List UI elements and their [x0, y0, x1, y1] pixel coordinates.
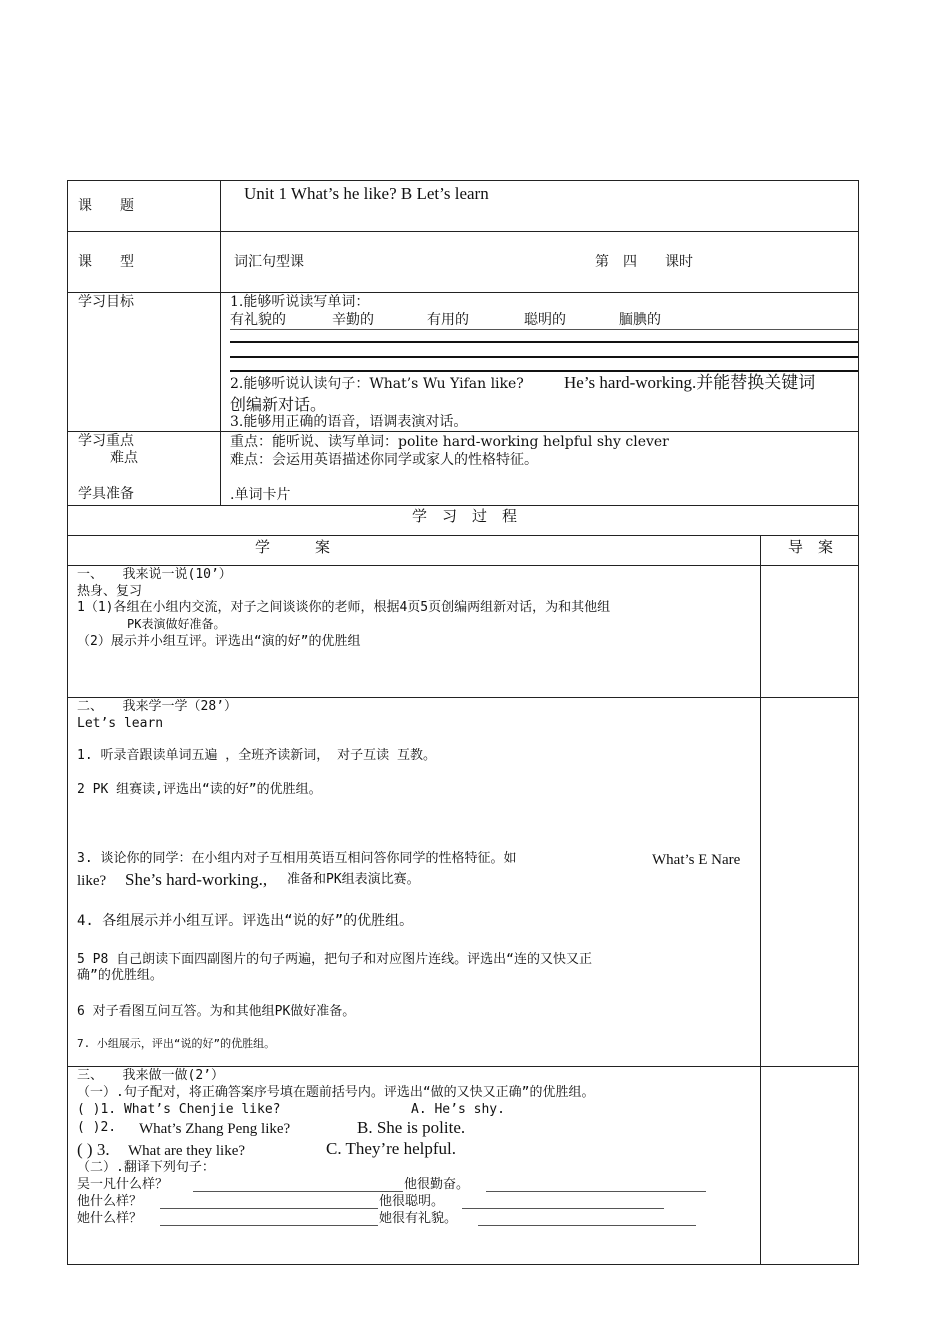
row-divider	[67, 697, 859, 698]
section-2-step: 2 PK 组赛读,评选出“读的好”的优胜组。	[77, 782, 322, 797]
section-2-step: 6 对子看图互问互答。为和其他组PK做好准备。	[77, 1004, 356, 1019]
section-2-step: What’s E Nare	[652, 852, 741, 868]
row-divider	[67, 1066, 859, 1067]
section-2-step: 5 P8 自己朗读下面四副图片的句子两遍，把句子和对应图片连线。评选出“连的又快又正	[77, 952, 592, 967]
exercise-question: What’s Zhang Peng like?	[139, 1121, 291, 1137]
goal-1: 1.能够听说读写单词：	[230, 294, 370, 310]
label-column-divider	[220, 180, 221, 505]
type-value: 词汇句型课	[234, 254, 304, 270]
vocab-word: 辛勤的	[332, 312, 374, 328]
section-2-step: like?	[77, 873, 107, 889]
exercise-instruction: （一）.句子配对，将正确答案序号填在题前括号内。评选出“做的又快又正确”的优胜组。	[77, 1085, 595, 1100]
vocab-word: 腼腆的	[619, 312, 661, 328]
exercise-instruction: （二）.翻译下列句子：	[77, 1160, 215, 1175]
translation-prompt: 他什么样？	[77, 1194, 143, 1209]
goal-2-a: 2.能够听说认读句子：What’s Wu Yifan like?	[230, 376, 524, 392]
section-2-step: She’s hard-working.,	[125, 870, 268, 889]
answer-blank	[160, 1208, 378, 1209]
writing-line	[230, 370, 858, 372]
section-3-title: 三、 我来做一做(2’）	[77, 1068, 224, 1083]
row-divider	[67, 565, 859, 566]
difficulty-value: 难点：会运用英语描述你同学或家人的性格特征。	[230, 452, 538, 468]
difficulty-label: 难点	[110, 450, 138, 466]
process-title: 学 习 过 程	[412, 507, 518, 525]
exercise-answer: B. She is polite.	[357, 1118, 466, 1137]
exercise-question: What are they like?	[128, 1143, 246, 1159]
section-2-step: 准备和PK组表演比赛。	[287, 872, 420, 887]
row-divider	[67, 535, 859, 536]
exercise-answer: A. He’s shy.	[411, 1102, 505, 1117]
section-2-subtitle: Let’s learn	[77, 716, 164, 731]
guide-column-divider	[760, 535, 761, 1265]
exercise-question: ( ) 3.	[77, 1140, 110, 1159]
focus-label: 学习重点	[78, 433, 134, 449]
answer-blank	[486, 1191, 706, 1192]
goal-2-b: He’s hard-working.并能替换关键词	[564, 373, 816, 392]
writing-line	[230, 329, 858, 330]
row-divider	[67, 231, 859, 232]
exercise-answer: C. They’re helpful.	[326, 1139, 456, 1158]
tools-label: 学具准备	[78, 486, 134, 502]
section-1-text: 1（1)各组在小组内交流，对子之间谈谈你的老师，根据4页5页创编两组新对话，为和其他组	[77, 600, 611, 615]
section-2-step: 7. 小组展示，评出“说的好”的优胜组。	[77, 1037, 276, 1050]
section-2-step: 4. 各组展示并小组互评。评选出“说的好”的优胜组。	[77, 913, 414, 929]
answer-blank	[478, 1225, 696, 1226]
section-2-step: 3. 谈论你的同学：在小组内对子互相用英语互相问答你同学的性格特征。如	[77, 851, 517, 866]
section-1-text: （2）展示并小组互评。评选出“演的好”的优胜组	[77, 634, 361, 649]
section-2-step: 确”的优胜组。	[77, 968, 163, 983]
exercise-question: ( )2.	[77, 1120, 117, 1135]
vocab-word: 有用的	[427, 312, 469, 328]
row-divider	[67, 292, 859, 293]
exercise-question: ( )1. What’s Chenjie like?	[77, 1102, 281, 1117]
writing-line	[230, 341, 858, 343]
section-1-text: PK表演做好准备。	[127, 617, 226, 631]
translation-prompt: 她什么样？	[77, 1211, 143, 1226]
vocab-word: 聪明的	[524, 312, 566, 328]
topic-value: Unit 1 What’s he like? B Let’s learn	[244, 184, 489, 203]
focus-value: 重点：能听说、读写单词：polite hard-working helpful shy clever	[230, 434, 669, 450]
period-label: 第 四 课时	[595, 254, 693, 270]
vocab-word: 有礼貌的	[230, 312, 286, 328]
answer-blank	[193, 1191, 403, 1192]
section-2-title: 二、 我来学一学（28’）	[77, 699, 237, 714]
translation-prompt: 他很勤奋。	[404, 1177, 470, 1192]
topic-label: 课 题	[78, 198, 134, 214]
guide-column-header: 导 案	[788, 538, 834, 556]
section-1-title: 一、 我来说一说(10’）	[77, 567, 232, 582]
section-2-step: 1. 听录音跟读单词五遍 ，全班齐读新词， 对子互读 互教。	[77, 748, 436, 763]
answer-blank	[160, 1225, 378, 1226]
tools-value: .单词卡片	[230, 487, 291, 503]
writing-line	[230, 356, 858, 358]
study-column-header: 学 案	[255, 538, 331, 556]
translation-prompt: 她很有礼貌。	[379, 1211, 458, 1226]
row-divider	[67, 505, 859, 506]
type-label: 课 型	[78, 254, 134, 270]
section-1-text: 热身、复习	[77, 584, 143, 599]
goal-2-c: 创编新对话。	[230, 395, 327, 414]
row-divider	[67, 431, 859, 432]
answer-blank	[462, 1208, 664, 1209]
goals-label: 学习目标	[78, 294, 134, 310]
translation-prompt: 吴一凡什么样？	[77, 1177, 169, 1192]
translation-prompt: 他很聪明。	[379, 1194, 445, 1209]
goal-3: 3.能够用正确的语音，语调表演对话。	[230, 414, 468, 430]
